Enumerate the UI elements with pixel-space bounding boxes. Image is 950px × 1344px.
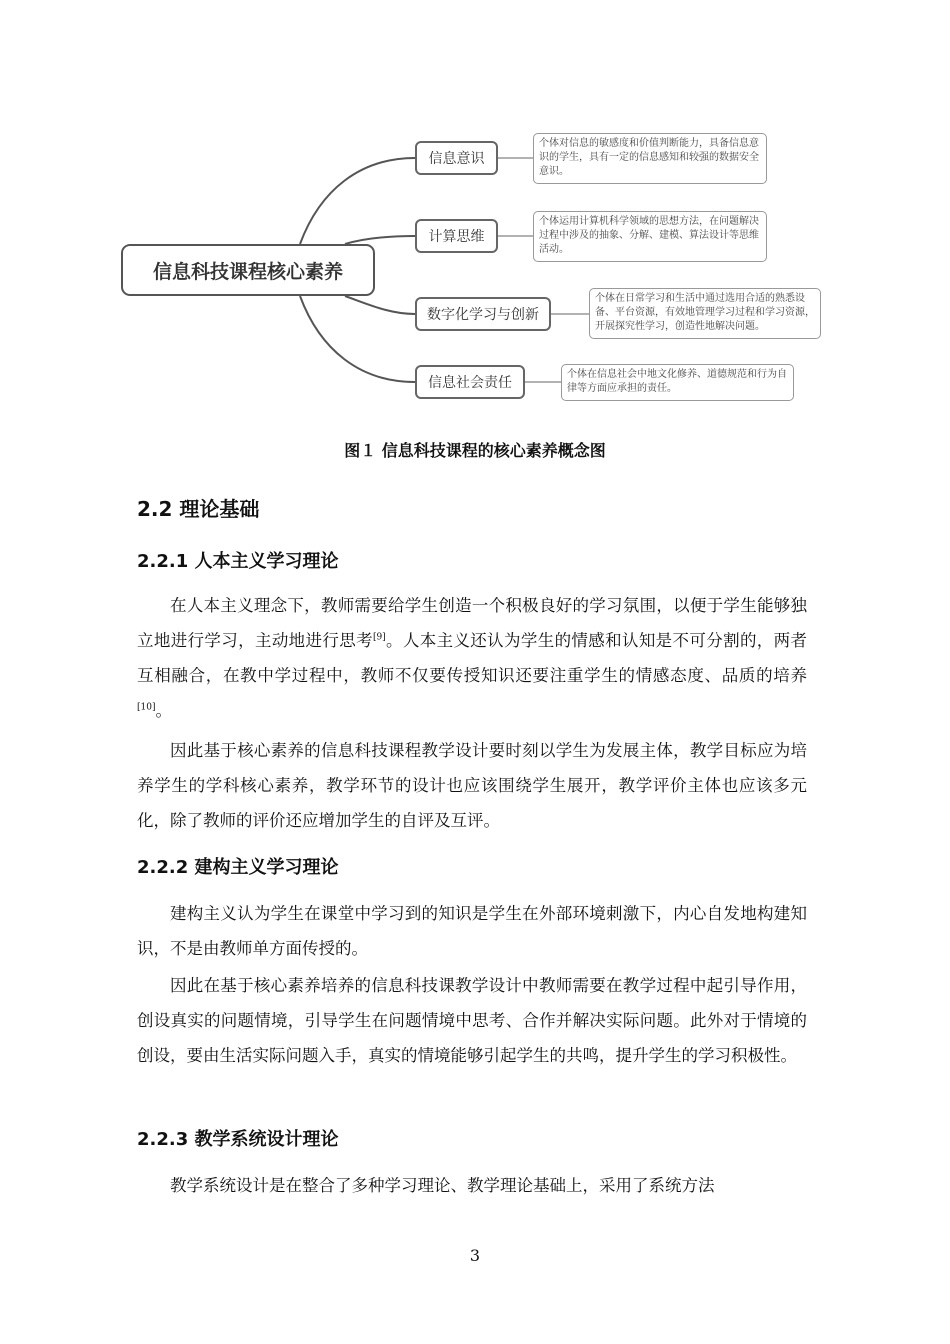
mind-map-root: 信息科技课程核心素养 [121, 244, 375, 296]
connector-branch-3 [345, 296, 415, 314]
branch-info-awareness: 信息意识 [415, 141, 498, 175]
paragraph-constructivism-1: 建构主义认为学生在课堂中学习到的知识是学生在外部环境刺激下，内心自发地构建知识，不是由教师单方面传授的。 [137, 904, 807, 958]
connector-branch-1 [300, 158, 415, 244]
citation-ref: [10] [137, 702, 156, 713]
connector-branch-4 [300, 296, 415, 382]
citation-ref: [9] [372, 632, 386, 643]
desc-digital-learning-innovation: 个体在日常学习和生活中通过选用合适的熟悉设备、平台资源，有效地管理学习过程和学习资源，开展探究性学习，创造性地解决问题。 [589, 288, 821, 339]
subsection-heading-humanism: 2.2.1 人本主义学习理论 [137, 551, 339, 572]
paragraph-text: 在人本主义理念下，教师需要给学生创造一个积极良好的学习氛围，以便于学生能够独立地进行学习，主动地进行思考 [137, 596, 807, 650]
paragraph-text: 。 [155, 701, 172, 720]
paragraph-humanism-1 [137, 588, 807, 728]
page-number: 3 [469, 1246, 481, 1265]
paragraph-instructional-design-1: 教学系统设计是在整合了多种学习理论、教学理论基础上，采用了系统方法 [170, 1176, 715, 1195]
mind-map-figure [0, 0, 950, 420]
subsection-heading-instructional-design: 2.2.3 教学系统设计理论 [137, 1129, 339, 1150]
desc-computational-thinking: 个体运用计算机科学领域的思想方法，在问题解决过程中涉及的抽象、分解、建模、算法设计等思维活动。 [533, 211, 767, 262]
branch-digital-learning-innovation: 数字化学习与创新 [415, 297, 551, 331]
mind-map-connectors [0, 0, 950, 420]
branch-info-social-responsibility: 信息社会责任 [415, 365, 525, 399]
connector-branch-2 [345, 236, 415, 244]
desc-info-social-responsibility: 个体在信息社会中地文化修养、道德规范和行为自律等方面应承担的责任。 [561, 364, 794, 401]
paragraph-text: 。人本主义还认为学生的情感和认知是不可分割的，两者互相融合，在教中学过程中，教师不仅要传授知识还要注重学生的情感态度、品质的培养 [137, 631, 808, 685]
subsection-heading-constructivism: 2.2.2 建构主义学习理论 [137, 857, 339, 878]
branch-computational-thinking: 计算思维 [415, 219, 498, 253]
desc-info-awareness: 个体对信息的敏感度和价值判断能力，具备信息意识的学生，具有一定的信息感知和较强的数据安全意识。 [533, 133, 767, 184]
section-heading: 2.2 理论基础 [137, 497, 260, 521]
figure-caption: 图１ 信息科技课程的核心素养概念图 [344, 441, 606, 460]
paragraph-constructivism-2: 因此在基于核心素养培养的信息科技课教学设计中教师需要在教学过程中起引导作用，创设真实的问题情境，引导学生在问题情境中思考、合作并解决实际问题。此外对于情境的创设，要由生活实际问题入手，真实的情境能够引起学生的共鸣，提升学生的学习积极性。 [137, 976, 807, 1065]
paragraph-humanism-2: 因此基于核心素养的信息科技课程教学设计要时刻以学生为发展主体，教学目标应为培养学生的学科核心素养，教学环节的设计也应该围绕学生展开，教学评价主体也应该多元化，除了教师的评价还应增加学生的自评及互评。 [137, 741, 807, 830]
